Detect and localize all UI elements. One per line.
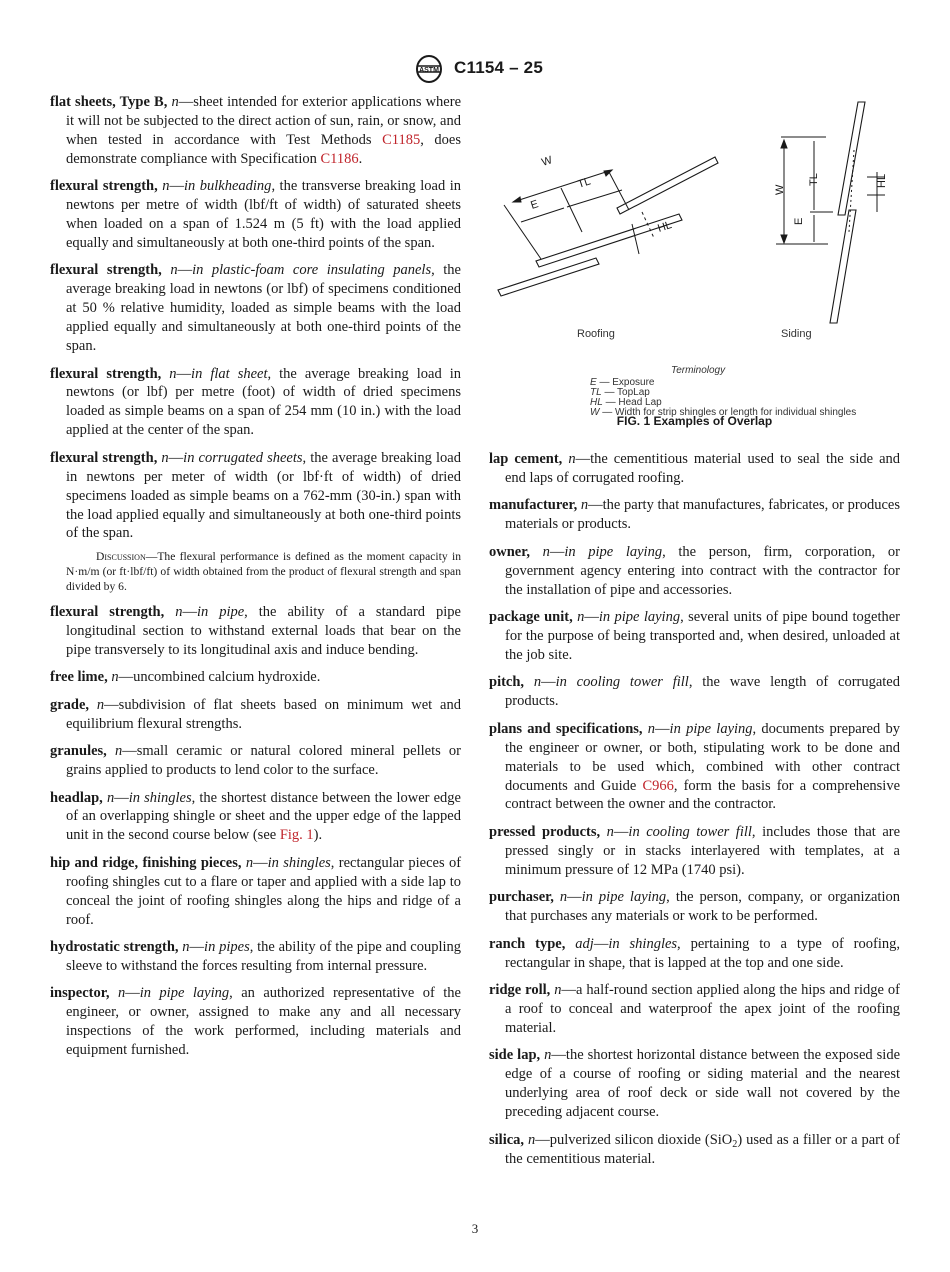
svg-text:ASTM: ASTM bbox=[419, 67, 439, 74]
reference-link[interactable]: C966 bbox=[642, 777, 674, 794]
siding-panel-upper bbox=[838, 102, 865, 215]
definition-entry: grade, n—subdivision of flat sheets based on minimum wet and equilibrium flexural strengths. bbox=[50, 696, 461, 732]
page-header bbox=[0, 54, 950, 84]
siding-label-e: E bbox=[793, 217, 805, 225]
dimension-label-w: W bbox=[540, 154, 554, 169]
astm-logo-icon bbox=[409, 54, 449, 84]
terminology-legend: Terminology E — Exposure TL — TopLap HL — Head Lap W — Width for strip shingles or length for individual shingles bbox=[590, 365, 857, 418]
siding-panel-lower bbox=[830, 210, 856, 323]
definition-entry: lap cement, n—the cementitious material used to seal the side and end laps of corrugated roofing. bbox=[489, 451, 901, 486]
dimension-label-e: E bbox=[529, 198, 540, 212]
discussion-note: Discussion—The flexural performance is defined as the moment capacity in N·m/m (or ft·lbf/ft) of width obtained from the product of flexural strength and span divided by 6. bbox=[66, 549, 461, 593]
definition-entry: plans and specifications, n—in pipe laying, documents prepared by the engineer or owner, or both, stipulating work to be done and materials to be used which, combined with other contract documents and Guide C966, form the basis for a comprehensive contract between the owner and the contractor. bbox=[489, 720, 901, 813]
definition-entry: purchaser, n—in pipe laying, the person, company, or organization that purchases any materials or work to be performed. bbox=[489, 889, 900, 925]
definition-entry: hip and ridge, finishing pieces, n—in shingles, rectangular pieces of roofing shingles cut to a flare or taper and applied with a side lap to conceal the joint of roofing shingles along the hips and ridge of a roof. bbox=[50, 854, 462, 928]
roofing-label: Roofing bbox=[577, 328, 615, 340]
dimension-label-tl: TL bbox=[576, 175, 593, 191]
left-column bbox=[50, 93, 461, 1069]
definition-entry: owner, n—in pipe laying, the person, firm, corporation, or government agency entering into contract with the contractor for the installation of pipe and accessories. bbox=[489, 543, 900, 598]
siding-label-hl: HL bbox=[876, 173, 888, 188]
definition-entry: silica, n—pulverized silicon dioxide (SiO$_2$) used as a filler or a part of the cementitious material. bbox=[489, 1131, 900, 1167]
definition-entry: granules, n—small ceramic or natural colored mineral pellets or grains applied to products to lend color to the surface. bbox=[50, 743, 461, 779]
definition-entry: flat sheets, Type B, n—sheet intended for exterior applications where it will not be subjected to the direct action of sun, rain, or snow, and when tested in accordance with Test Methods C1185, does demonstrate compliance with Specification C1186. bbox=[50, 94, 462, 167]
definition-entry: pitch, n—in cooling tower fill, the wave length of corrugated products. bbox=[489, 674, 900, 710]
overlap-diagram bbox=[489, 92, 900, 412]
figure-caption: FIG. 1 Examples of Overlap bbox=[616, 414, 773, 428]
definition-entry: flexural strength, n—in pipe, the ability of a standard pipe longitudinal section to withstand external loads that bear on the pipe transversely to its longitudinal axis and induce bending. bbox=[50, 603, 461, 658]
figure-reference-link[interactable]: Fig. 1 bbox=[279, 827, 314, 844]
definition-entry: flexural strength, n—in plastic-foam core insulating panels, the average breaking load in newtons (or lbf) of specimens conditioned at 50 % relative humidity, loaded as simple beams with the load applied equally and simultaneously at both one-third points of the span. bbox=[50, 262, 461, 355]
dimension-label-hl: HL bbox=[656, 219, 674, 235]
definition-entry: inspector, n—in pipe laying, an authorized representative of the engineer, or owner, assigned to make any and all necessary inspections of the work performed, including materials and equipment furnished. bbox=[50, 985, 461, 1059]
reference-link[interactable]: C1185 bbox=[382, 131, 421, 148]
definition-entry: ridge roll, n—a half-round section applied along the hips and ridge of a roof to conceal and waterproof the apex joint of the roofing material. bbox=[489, 982, 901, 1036]
definition-entry: headlap, n—in shingles, the shortest distance between the lower edge of an overlapping shingle or sheet and the upper edge of the lapped unit in the second course below (see Fig. 1). bbox=[50, 789, 461, 844]
siding-label: Siding bbox=[781, 328, 812, 340]
definition-entry: flexural strength, n—in corrugated sheets, the average breaking load in newtons per meter of width (or lbf·ft of width) of dried specimens loaded as simple beams on a 762-mm (30-in.) span with the load applied equally and simultaneously at both one-third points of the span. bbox=[50, 449, 461, 542]
figure-overlap-examples bbox=[489, 92, 900, 437]
definition-entry: pressed products, n—in cooling tower fill, includes those that are pressed singly or in stacks interlayered with templates, at a minimum pressure of 12 MPa (1740 psi). bbox=[489, 823, 901, 878]
roofing-shingle-upper bbox=[617, 157, 718, 214]
definition-entry: ranch type, adj—in shingles, pertaining to a type of roofing, rectangular in shape, that is lapped at the top and one side. bbox=[489, 935, 900, 971]
definition-entry: free lime, n—uncombined calcium hydroxide. bbox=[50, 669, 321, 686]
definition-entry: hydrostatic strength, n—in pipes, the ability of the pipe and coupling sleeve to withstand the forces resulting from internal pressure. bbox=[50, 939, 462, 974]
page-number: 3 bbox=[471, 1221, 479, 1236]
definition-entry: flexural strength, n—in bulkheading, the transverse breaking load in newtons per metre of width (lbf/ft of width) of saturated sheets when loaded on a span of 1.524 m (5 ft) with the load applied equally and simultaneously at both one-third points of the span. bbox=[50, 178, 461, 251]
definition-entry: package unit, n—in pipe laying, several units of pipe bound together for the purpose of being transported and, when desired, unloaded at the job site. bbox=[489, 609, 900, 663]
definition-entry: manufacturer, n—the party that manufactures, fabricates, or produces materials or products. bbox=[489, 497, 901, 533]
document-designation: C1154 – 25 bbox=[454, 58, 543, 77]
reference-link[interactable]: C1186 bbox=[320, 150, 359, 167]
siding-label-tl: TL bbox=[808, 173, 820, 186]
right-column bbox=[489, 450, 900, 1177]
siding-label-w: W bbox=[774, 184, 786, 195]
definition-entry: flexural strength, n—in flat sheet, the average breaking load in newtons (or lbf) per metre (foot) of width of dried specimens loaded as simple beams on a span of 254 mm (10 in.) with the load applied at the center of the span. bbox=[50, 365, 461, 439]
definition-entry: side lap, n—the shortest horizontal distance between the exposed side edge of a course of roofing or siding material and the nearest underlying area of roof deck or side wall not covered by the preceding adjacent course. bbox=[489, 1047, 901, 1121]
